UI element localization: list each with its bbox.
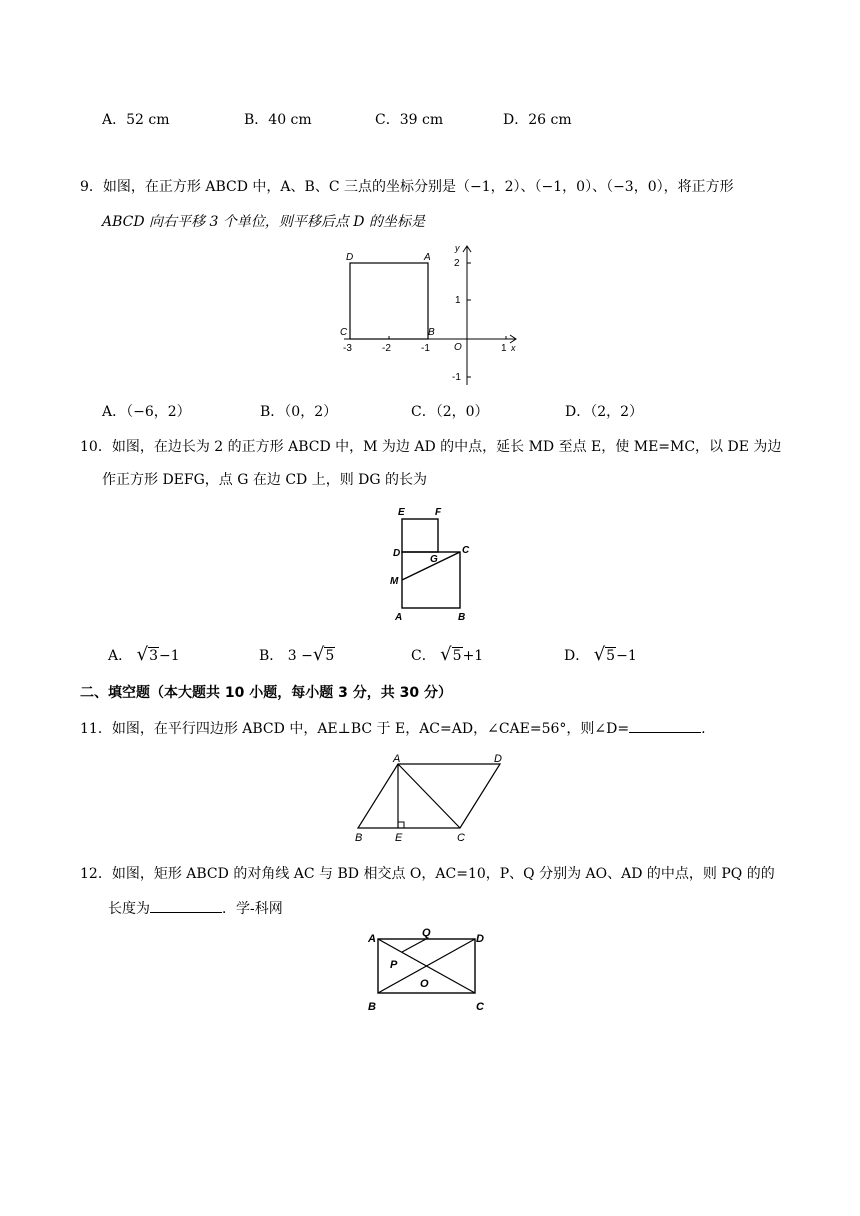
q12-label-p: P xyxy=(390,959,398,971)
q9-option-b: B．（0，2） xyxy=(260,404,338,420)
q9-option-c: C．（2，0） xyxy=(411,404,489,420)
q12-label-a: A xyxy=(368,933,376,945)
q9-ytick-1: 1 xyxy=(455,295,461,306)
q12-label-q: Q xyxy=(422,927,431,939)
q10-option-b: B． 3 −√5 xyxy=(259,644,335,665)
q9-xtick-neg3: -3 xyxy=(343,343,352,354)
q11-label-c: C xyxy=(457,832,465,844)
q11-label-b: B xyxy=(355,832,363,844)
q10-line2: 作正方形 DEFG，点 G 在边 CD 上，则 DG 的长为 xyxy=(102,472,428,488)
q9-ytick-neg1: -1 xyxy=(452,372,461,383)
q12-line1: 如图，矩形 ABCD 的对角线 AC 与 BD 相交点 O，AC=10，P、Q 分别为 AO、AD 的中点，则 PQ 的的 xyxy=(111,866,775,882)
q11-text: 如图，在平行四边形 ABCD 中，AE⊥BC 于 E，AC=AD，∠CAE=56°，则∠D= xyxy=(111,721,630,737)
q10-option-d: D． √5−1 xyxy=(564,644,637,665)
q9-number: 9． xyxy=(80,179,103,195)
section2-heading: 二、填空题（本大题共 10 小题，每小题 3 分，共 30 分） xyxy=(80,685,452,701)
q9-label-x: x xyxy=(511,343,516,353)
q9-line1: 如图，在正方形 ABCD 中，A、B、C 三点的坐标分别是（−1，2）、（−1，0）、（−3，0），将正方形 xyxy=(102,179,734,195)
q10-label-g: G xyxy=(430,554,438,565)
q10-label-a: A xyxy=(395,612,403,623)
q12-figure xyxy=(360,922,500,1017)
q11-label-a: A xyxy=(393,753,401,765)
q9-label-o: O xyxy=(454,342,462,353)
q10-label-c: C xyxy=(462,545,470,556)
q10-option-a: A． √3−1 xyxy=(108,644,180,665)
q11-figure xyxy=(350,752,520,847)
q11-label-d: D xyxy=(494,753,502,765)
q10-label-e: E xyxy=(398,507,405,518)
q12-number: 12． xyxy=(80,866,112,882)
q10-figure xyxy=(385,500,485,625)
q9-square xyxy=(350,263,428,339)
q10-label-b: B xyxy=(458,612,466,623)
q9-label-a: A xyxy=(424,252,431,263)
q11-answer-blank[interactable] xyxy=(629,718,701,733)
q12-label-c: C xyxy=(476,1001,484,1013)
q10-number: 10． xyxy=(80,439,112,455)
q8-option-a: A．52 cm xyxy=(102,112,170,128)
q12-answer-blank[interactable] xyxy=(150,898,222,913)
q8-option-b: B．40 cm xyxy=(244,112,312,128)
q12-segment-pq xyxy=(402,939,426,952)
q10-label-f: F xyxy=(435,507,442,518)
q9-label-c: C xyxy=(340,327,348,338)
q9-line2: ABCD 向右平移 3 个单位，则平移后点 D 的坐标是 xyxy=(102,214,425,230)
q9-xtick-neg2: -2 xyxy=(382,343,391,354)
q8-option-d: D．26 cm xyxy=(503,112,572,128)
q11-number: 11． xyxy=(80,721,112,737)
q11-right-angle-mark xyxy=(398,822,404,828)
q10-option-c: C． √5+1 xyxy=(411,644,484,665)
q9-figure xyxy=(330,240,530,390)
q12-label-d: D xyxy=(476,933,484,945)
q11-segment-ac xyxy=(398,764,460,828)
q9-label-b: B xyxy=(428,327,435,338)
q9-label-d: D xyxy=(346,252,354,263)
q10-square-defg xyxy=(402,519,438,552)
q9-xtick-neg1: -1 xyxy=(421,343,430,354)
q10-line1: 如图，在边长为 2 的正方形 ABCD 中，M 为边 AD 的中点，延长 MD 至点 E，使 ME=MC，以 DE 为边 xyxy=(111,439,782,455)
q8-option-c: C．39 cm xyxy=(375,112,444,128)
q9-label-y: y xyxy=(455,243,460,253)
q10-label-m: M xyxy=(390,576,399,587)
q9-xtick-1: 1 xyxy=(501,343,507,354)
q9-ytick-2: 2 xyxy=(454,258,460,269)
q12-label-b: B xyxy=(368,1001,376,1013)
q11-label-e: E xyxy=(395,832,403,844)
q11-stem: 11．如图，在平行四边形 ABCD 中，AE⊥BC 于 E，AC=AD，∠CAE=56°，则∠D= . xyxy=(80,718,706,739)
q9-option-d: D．（2，2） xyxy=(565,404,644,420)
q12-label-o: O xyxy=(420,978,429,990)
q12-line2: 长度为 xyxy=(108,901,150,917)
q10-label-d: D xyxy=(393,548,401,559)
q9-option-a: A．（−6，2） xyxy=(102,404,191,420)
